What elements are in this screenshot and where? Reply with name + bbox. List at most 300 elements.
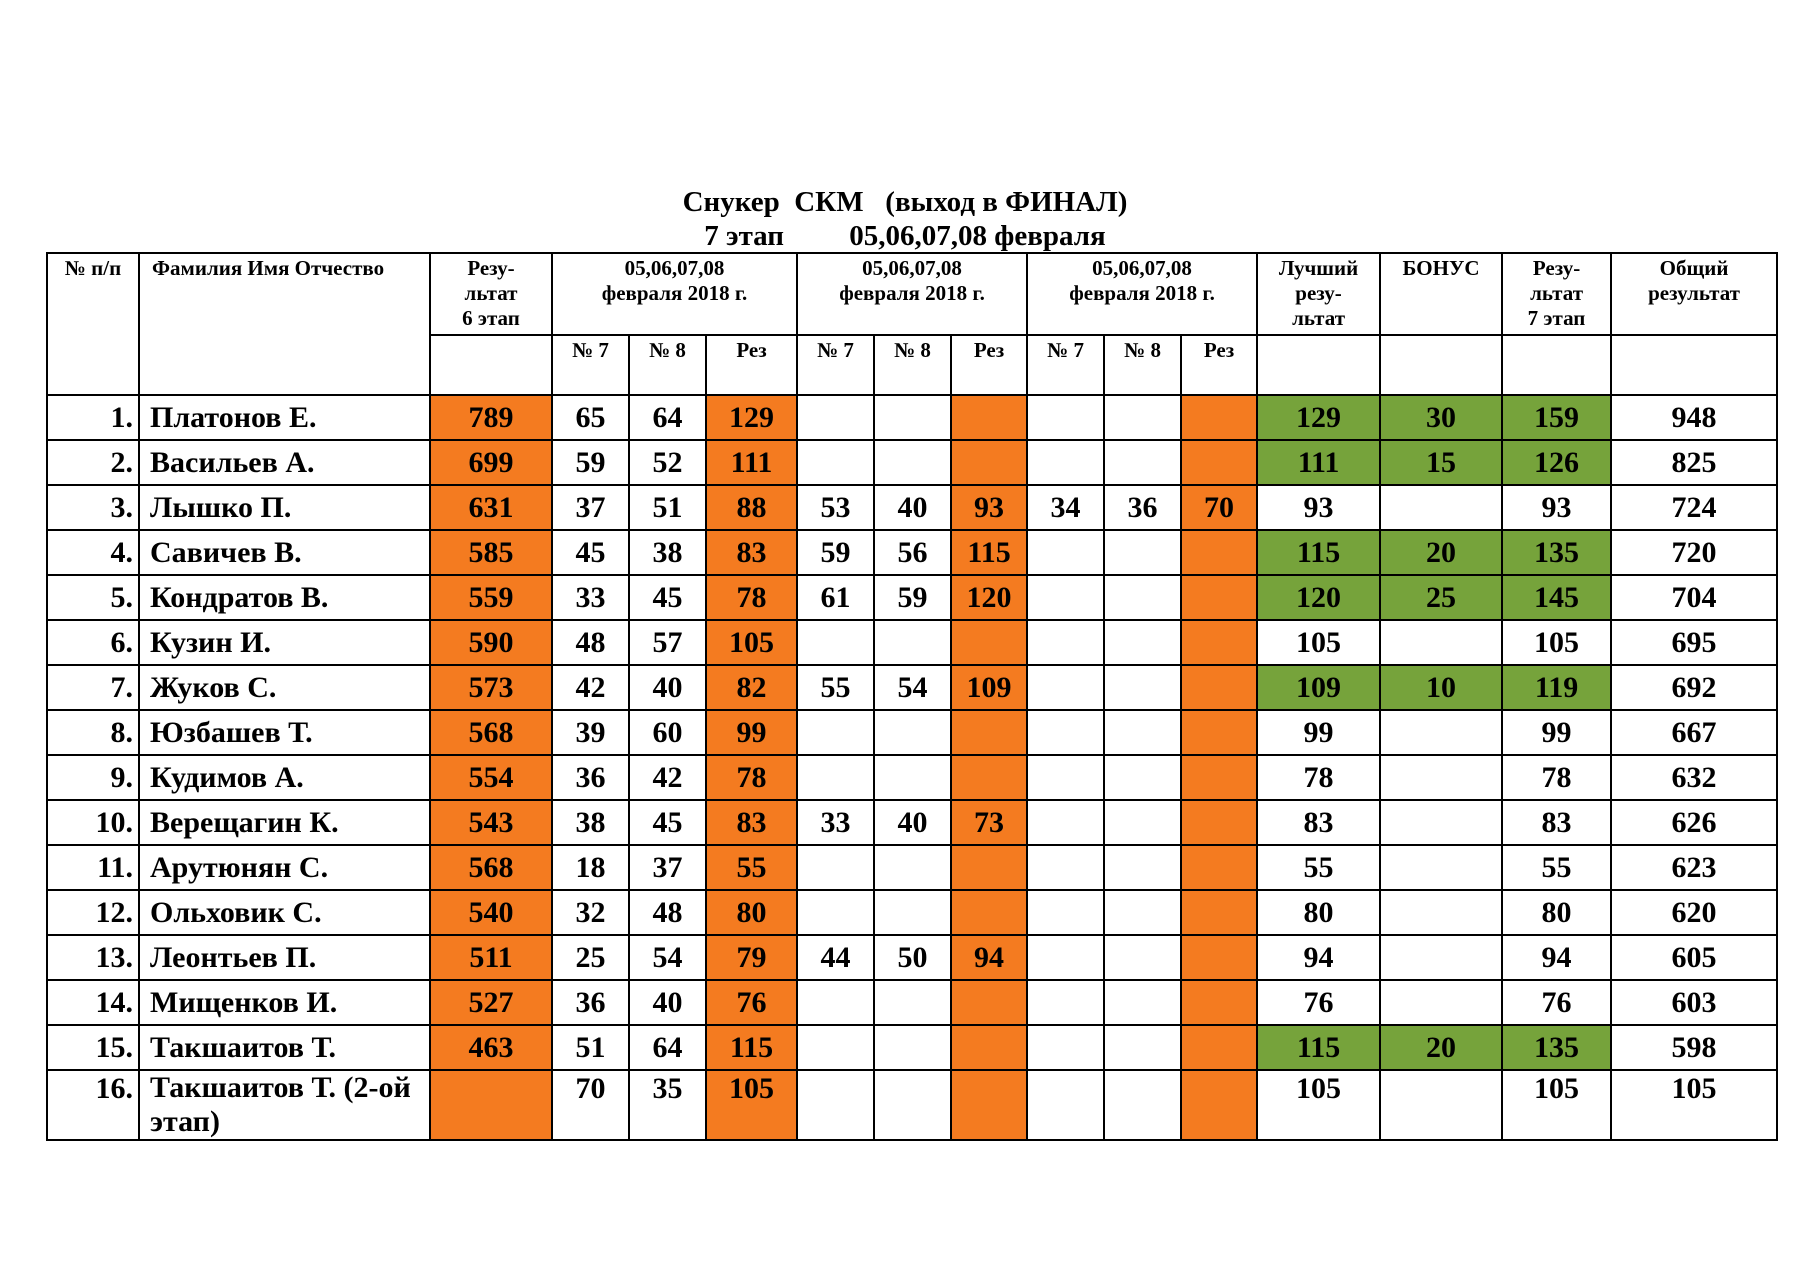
cell-res-b bbox=[951, 890, 1027, 935]
table-row bbox=[47, 1070, 1777, 1140]
cell-score-c8 bbox=[1104, 935, 1181, 980]
cell-score-a8: 42 bbox=[629, 755, 706, 800]
cell-score-a7: 45 bbox=[552, 530, 629, 575]
page-subtitle: 7 этап 05,06,07,08 февраля bbox=[704, 220, 1106, 252]
cell-best: 109 bbox=[1257, 665, 1380, 710]
cell-res-a: 115 bbox=[706, 1025, 797, 1070]
cell-total: 825 bbox=[1611, 440, 1777, 485]
cell-score-c8 bbox=[1104, 395, 1181, 440]
col-header-dates-2: 05,06,07,08 февраля 2018 г. bbox=[797, 253, 1027, 335]
table-row bbox=[47, 800, 1777, 845]
cell-num: 9. bbox=[47, 755, 139, 800]
cell-res6: 540 bbox=[430, 890, 552, 935]
cell-bonus bbox=[1380, 890, 1502, 935]
cell-score-c7 bbox=[1027, 395, 1104, 440]
cell-res-c bbox=[1181, 575, 1257, 620]
cell-name: Кондратов В. bbox=[139, 575, 430, 620]
cell-score-a8: 45 bbox=[629, 800, 706, 845]
cell-res-b bbox=[951, 845, 1027, 890]
sub-header-no8: № 8 bbox=[1104, 335, 1181, 395]
cell-score-c7 bbox=[1027, 1070, 1104, 1140]
cell-score-b8: 56 bbox=[874, 530, 951, 575]
cell-score-b7 bbox=[797, 710, 874, 755]
cell-res-a: 82 bbox=[706, 665, 797, 710]
cell-best: 78 bbox=[1257, 755, 1380, 800]
table-row bbox=[47, 935, 1777, 980]
cell-name: Кудимов А. bbox=[139, 755, 430, 800]
cell-score-c8 bbox=[1104, 755, 1181, 800]
cell-res7: 80 bbox=[1502, 890, 1611, 935]
cell-score-c7 bbox=[1027, 935, 1104, 980]
cell-name: Платонов Е. bbox=[139, 395, 430, 440]
cell-res-b bbox=[951, 440, 1027, 485]
cell-res-b bbox=[951, 1025, 1027, 1070]
cell-bonus bbox=[1380, 935, 1502, 980]
cell-score-a8: 37 bbox=[629, 845, 706, 890]
cell-score-a8: 64 bbox=[629, 395, 706, 440]
cell-score-c8 bbox=[1104, 845, 1181, 890]
cell-name: Юзбашев Т. bbox=[139, 710, 430, 755]
cell-num: 3. bbox=[47, 485, 139, 530]
cell-res7: 135 bbox=[1502, 1025, 1611, 1070]
cell-score-c8 bbox=[1104, 1025, 1181, 1070]
cell-score-b7 bbox=[797, 755, 874, 800]
cell-best: 55 bbox=[1257, 845, 1380, 890]
cell-res7: 94 bbox=[1502, 935, 1611, 980]
cell-best: 115 bbox=[1257, 530, 1380, 575]
cell-best: 111 bbox=[1257, 440, 1380, 485]
table-row bbox=[47, 980, 1777, 1025]
results-table bbox=[46, 252, 1778, 1141]
cell-res7: 119 bbox=[1502, 665, 1611, 710]
cell-res7: 105 bbox=[1502, 620, 1611, 665]
cell-bonus bbox=[1380, 620, 1502, 665]
cell-name: Верещагин К. bbox=[139, 800, 430, 845]
cell-res6: 559 bbox=[430, 575, 552, 620]
cell-res-b: 93 bbox=[951, 485, 1027, 530]
cell-score-b8 bbox=[874, 890, 951, 935]
cell-res7: 83 bbox=[1502, 800, 1611, 845]
cell-total: 605 bbox=[1611, 935, 1777, 980]
cell-res-a: 83 bbox=[706, 800, 797, 845]
cell-res7: 76 bbox=[1502, 980, 1611, 1025]
cell-score-a7: 51 bbox=[552, 1025, 629, 1070]
table-row bbox=[47, 845, 1777, 890]
cell-res-c bbox=[1181, 665, 1257, 710]
cell-res6: 789 bbox=[430, 395, 552, 440]
cell-res-a: 55 bbox=[706, 845, 797, 890]
cell-name: Леонтьев П. bbox=[139, 935, 430, 980]
cell-score-b7 bbox=[797, 620, 874, 665]
cell-res-c: 70 bbox=[1181, 485, 1257, 530]
cell-score-c8 bbox=[1104, 440, 1181, 485]
cell-num: 11. bbox=[47, 845, 139, 890]
cell-score-c8: 36 bbox=[1104, 485, 1181, 530]
cell-score-a8: 40 bbox=[629, 665, 706, 710]
cell-bonus bbox=[1380, 1070, 1502, 1140]
cell-best: 120 bbox=[1257, 575, 1380, 620]
cell-total: 105 bbox=[1611, 1070, 1777, 1140]
cell-best: 105 bbox=[1257, 620, 1380, 665]
cell-score-c8 bbox=[1104, 530, 1181, 575]
sub-header-res: Рез bbox=[1181, 335, 1257, 395]
cell-name: Мищенков И. bbox=[139, 980, 430, 1025]
sub-header-res: Рез bbox=[951, 335, 1027, 395]
cell-bonus: 15 bbox=[1380, 440, 1502, 485]
col-header-bonus: БОНУС bbox=[1380, 253, 1502, 335]
cell-bonus: 20 bbox=[1380, 1025, 1502, 1070]
cell-score-b8: 40 bbox=[874, 800, 951, 845]
cell-score-a8: 48 bbox=[629, 890, 706, 935]
cell-res-a: 78 bbox=[706, 575, 797, 620]
cell-res-c bbox=[1181, 845, 1257, 890]
cell-res-a: 129 bbox=[706, 395, 797, 440]
cell-res-c bbox=[1181, 800, 1257, 845]
cell-res-c bbox=[1181, 1025, 1257, 1070]
cell-best: 94 bbox=[1257, 935, 1380, 980]
cell-score-c8 bbox=[1104, 1070, 1181, 1140]
cell-name: Такшаитов Т. bbox=[139, 1025, 430, 1070]
cell-bonus bbox=[1380, 755, 1502, 800]
cell-name: Кузин И. bbox=[139, 620, 430, 665]
cell-score-a8: 38 bbox=[629, 530, 706, 575]
cell-res6: 631 bbox=[430, 485, 552, 530]
cell-bonus: 20 bbox=[1380, 530, 1502, 575]
cell-res7: 93 bbox=[1502, 485, 1611, 530]
cell-score-a8: 60 bbox=[629, 710, 706, 755]
cell-total: 620 bbox=[1611, 890, 1777, 935]
sub-header-empty bbox=[1611, 335, 1777, 395]
cell-score-a8: 64 bbox=[629, 1025, 706, 1070]
cell-score-c8 bbox=[1104, 980, 1181, 1025]
cell-res-a: 79 bbox=[706, 935, 797, 980]
cell-score-a7: 39 bbox=[552, 710, 629, 755]
cell-res-c bbox=[1181, 980, 1257, 1025]
cell-score-b8 bbox=[874, 395, 951, 440]
cell-score-c7 bbox=[1027, 980, 1104, 1025]
cell-score-c7 bbox=[1027, 440, 1104, 485]
cell-res7: 159 bbox=[1502, 395, 1611, 440]
cell-score-c7 bbox=[1027, 845, 1104, 890]
table-row bbox=[47, 620, 1777, 665]
cell-score-b7 bbox=[797, 440, 874, 485]
cell-score-c7 bbox=[1027, 800, 1104, 845]
cell-res6: 590 bbox=[430, 620, 552, 665]
sub-header-no8: № 8 bbox=[874, 335, 951, 395]
cell-res6: 585 bbox=[430, 530, 552, 575]
cell-total: 948 bbox=[1611, 395, 1777, 440]
cell-score-b8 bbox=[874, 845, 951, 890]
cell-score-a7: 32 bbox=[552, 890, 629, 935]
cell-res-a: 105 bbox=[706, 620, 797, 665]
cell-res-c bbox=[1181, 440, 1257, 485]
cell-res7: 55 bbox=[1502, 845, 1611, 890]
cell-num: 10. bbox=[47, 800, 139, 845]
cell-res7: 145 bbox=[1502, 575, 1611, 620]
cell-res-b bbox=[951, 980, 1027, 1025]
cell-best: 105 bbox=[1257, 1070, 1380, 1140]
cell-res-c bbox=[1181, 530, 1257, 575]
cell-score-c8 bbox=[1104, 665, 1181, 710]
cell-score-b8: 54 bbox=[874, 665, 951, 710]
cell-res7: 99 bbox=[1502, 710, 1611, 755]
cell-bonus: 30 bbox=[1380, 395, 1502, 440]
cell-total: 632 bbox=[1611, 755, 1777, 800]
cell-res-c bbox=[1181, 395, 1257, 440]
cell-score-c7 bbox=[1027, 575, 1104, 620]
cell-total: 603 bbox=[1611, 980, 1777, 1025]
cell-score-b7 bbox=[797, 395, 874, 440]
cell-res6: 568 bbox=[430, 845, 552, 890]
table-row bbox=[47, 395, 1777, 440]
col-header-dates-1: 05,06,07,08 февраля 2018 г. bbox=[552, 253, 797, 335]
cell-best: 129 bbox=[1257, 395, 1380, 440]
cell-num: 4. bbox=[47, 530, 139, 575]
cell-res-c bbox=[1181, 890, 1257, 935]
cell-score-b8 bbox=[874, 980, 951, 1025]
cell-res-b: 109 bbox=[951, 665, 1027, 710]
table-row bbox=[47, 665, 1777, 710]
cell-score-b8 bbox=[874, 440, 951, 485]
cell-score-c7 bbox=[1027, 530, 1104, 575]
cell-score-a7: 36 bbox=[552, 980, 629, 1025]
cell-num: 7. bbox=[47, 665, 139, 710]
page-title: Снукер СКМ (выход в ФИНАЛ) bbox=[682, 186, 1128, 218]
cell-res-c bbox=[1181, 935, 1257, 980]
table-row bbox=[47, 440, 1777, 485]
cell-name: Лышко П. bbox=[139, 485, 430, 530]
cell-score-a7: 38 bbox=[552, 800, 629, 845]
cell-score-b7: 44 bbox=[797, 935, 874, 980]
cell-res6: 463 bbox=[430, 1025, 552, 1070]
cell-score-b7 bbox=[797, 1025, 874, 1070]
cell-total: 667 bbox=[1611, 710, 1777, 755]
cell-score-c7 bbox=[1027, 755, 1104, 800]
cell-score-a7: 70 bbox=[552, 1070, 629, 1140]
sub-header-no7: № 7 bbox=[1027, 335, 1104, 395]
cell-res6 bbox=[430, 1070, 552, 1140]
cell-total: 692 bbox=[1611, 665, 1777, 710]
cell-bonus: 25 bbox=[1380, 575, 1502, 620]
cell-res-a: 76 bbox=[706, 980, 797, 1025]
sub-header-no7: № 7 bbox=[552, 335, 629, 395]
cell-score-c7 bbox=[1027, 710, 1104, 755]
cell-score-a8: 52 bbox=[629, 440, 706, 485]
cell-score-a7: 36 bbox=[552, 755, 629, 800]
cell-score-a8: 54 bbox=[629, 935, 706, 980]
cell-res-b: 120 bbox=[951, 575, 1027, 620]
cell-score-a7: 33 bbox=[552, 575, 629, 620]
cell-bonus: 10 bbox=[1380, 665, 1502, 710]
cell-score-b8 bbox=[874, 1070, 951, 1140]
cell-res-c bbox=[1181, 755, 1257, 800]
cell-res7: 78 bbox=[1502, 755, 1611, 800]
cell-num: 2. bbox=[47, 440, 139, 485]
cell-best: 83 bbox=[1257, 800, 1380, 845]
cell-score-c7: 34 bbox=[1027, 485, 1104, 530]
cell-bonus bbox=[1380, 980, 1502, 1025]
table-row bbox=[47, 755, 1777, 800]
col-header-dates-3: 05,06,07,08 февраля 2018 г. bbox=[1027, 253, 1257, 335]
cell-score-b7 bbox=[797, 890, 874, 935]
cell-num: 14. bbox=[47, 980, 139, 1025]
cell-score-b8: 59 bbox=[874, 575, 951, 620]
cell-score-a8: 51 bbox=[629, 485, 706, 530]
sub-header-empty bbox=[1380, 335, 1502, 395]
cell-res-b: 94 bbox=[951, 935, 1027, 980]
cell-score-b8 bbox=[874, 1025, 951, 1070]
cell-res7: 135 bbox=[1502, 530, 1611, 575]
cell-total: 626 bbox=[1611, 800, 1777, 845]
cell-score-a7: 59 bbox=[552, 440, 629, 485]
cell-score-c8 bbox=[1104, 800, 1181, 845]
cell-score-a8: 45 bbox=[629, 575, 706, 620]
cell-bonus bbox=[1380, 710, 1502, 755]
sub-header-no8: № 8 bbox=[629, 335, 706, 395]
cell-res-c bbox=[1181, 710, 1257, 755]
cell-res-b bbox=[951, 395, 1027, 440]
cell-score-b7: 61 bbox=[797, 575, 874, 620]
cell-name: Ольховик С. bbox=[139, 890, 430, 935]
cell-res-b: 115 bbox=[951, 530, 1027, 575]
cell-bonus bbox=[1380, 800, 1502, 845]
cell-res6: 554 bbox=[430, 755, 552, 800]
cell-res-b bbox=[951, 755, 1027, 800]
cell-total: 598 bbox=[1611, 1025, 1777, 1070]
col-header-total: Общий результат bbox=[1611, 253, 1777, 335]
cell-total: 695 bbox=[1611, 620, 1777, 665]
cell-score-a7: 18 bbox=[552, 845, 629, 890]
col-header-best: Лучший резу- льтат bbox=[1257, 253, 1380, 335]
cell-score-c8 bbox=[1104, 620, 1181, 665]
cell-res7: 126 bbox=[1502, 440, 1611, 485]
cell-num: 12. bbox=[47, 890, 139, 935]
cell-best: 93 bbox=[1257, 485, 1380, 530]
sub-header-empty bbox=[1257, 335, 1380, 395]
col-header-res6: Резу- льтат 6 этап bbox=[430, 253, 552, 335]
table-row bbox=[47, 890, 1777, 935]
cell-res6: 699 bbox=[430, 440, 552, 485]
cell-score-c7 bbox=[1027, 1025, 1104, 1070]
cell-res-a: 83 bbox=[706, 530, 797, 575]
cell-score-c8 bbox=[1104, 890, 1181, 935]
cell-name: Такшаитов Т. (2-ой этап) bbox=[139, 1070, 430, 1140]
cell-name: Васильев А. bbox=[139, 440, 430, 485]
cell-score-a7: 25 bbox=[552, 935, 629, 980]
cell-name: Арутюнян С. bbox=[139, 845, 430, 890]
cell-best: 80 bbox=[1257, 890, 1380, 935]
cell-res-b bbox=[951, 620, 1027, 665]
cell-score-b7: 59 bbox=[797, 530, 874, 575]
cell-best: 99 bbox=[1257, 710, 1380, 755]
cell-res-a: 80 bbox=[706, 890, 797, 935]
cell-res-b bbox=[951, 1070, 1027, 1140]
cell-num: 1. bbox=[47, 395, 139, 440]
table-row bbox=[47, 575, 1777, 620]
cell-res-a: 111 bbox=[706, 440, 797, 485]
cell-res6: 511 bbox=[430, 935, 552, 980]
cell-num: 13. bbox=[47, 935, 139, 980]
cell-res6: 527 bbox=[430, 980, 552, 1025]
cell-res-c bbox=[1181, 620, 1257, 665]
cell-score-a8: 40 bbox=[629, 980, 706, 1025]
cell-best: 76 bbox=[1257, 980, 1380, 1025]
cell-res-a: 99 bbox=[706, 710, 797, 755]
cell-score-c8 bbox=[1104, 710, 1181, 755]
cell-score-c7 bbox=[1027, 620, 1104, 665]
cell-score-b7 bbox=[797, 1070, 874, 1140]
cell-res-b bbox=[951, 710, 1027, 755]
cell-score-c7 bbox=[1027, 665, 1104, 710]
cell-score-a7: 37 bbox=[552, 485, 629, 530]
cell-score-b7: 53 bbox=[797, 485, 874, 530]
cell-score-b7: 33 bbox=[797, 800, 874, 845]
cell-res7: 105 bbox=[1502, 1070, 1611, 1140]
cell-score-b7 bbox=[797, 980, 874, 1025]
cell-name: Жуков С. bbox=[139, 665, 430, 710]
cell-res6: 573 bbox=[430, 665, 552, 710]
cell-num: 6. bbox=[47, 620, 139, 665]
cell-score-b8: 40 bbox=[874, 485, 951, 530]
cell-best: 115 bbox=[1257, 1025, 1380, 1070]
cell-score-b7 bbox=[797, 845, 874, 890]
sub-header-no7: № 7 bbox=[797, 335, 874, 395]
col-header-name: Фамилия Имя Отчество bbox=[139, 253, 430, 395]
cell-score-a7: 65 bbox=[552, 395, 629, 440]
col-header-res7: Резу- льтат 7 этап bbox=[1502, 253, 1611, 335]
cell-num: 15. bbox=[47, 1025, 139, 1070]
sub-header-empty bbox=[1502, 335, 1611, 395]
cell-num: 5. bbox=[47, 575, 139, 620]
cell-res6: 568 bbox=[430, 710, 552, 755]
cell-score-b7: 55 bbox=[797, 665, 874, 710]
cell-total: 724 bbox=[1611, 485, 1777, 530]
cell-num: 8. bbox=[47, 710, 139, 755]
sub-header-res: Рез bbox=[706, 335, 797, 395]
cell-bonus bbox=[1380, 845, 1502, 890]
cell-score-b8 bbox=[874, 755, 951, 800]
cell-score-c8 bbox=[1104, 575, 1181, 620]
cell-score-a7: 48 bbox=[552, 620, 629, 665]
cell-res-a: 88 bbox=[706, 485, 797, 530]
cell-score-b8: 50 bbox=[874, 935, 951, 980]
results-body bbox=[47, 395, 1777, 1140]
cell-score-a8: 57 bbox=[629, 620, 706, 665]
cell-total: 704 bbox=[1611, 575, 1777, 620]
cell-score-c7 bbox=[1027, 890, 1104, 935]
table-row bbox=[47, 530, 1777, 575]
cell-res-a: 105 bbox=[706, 1070, 797, 1140]
cell-res-c bbox=[1181, 1070, 1257, 1140]
cell-num: 16. bbox=[47, 1070, 139, 1140]
cell-score-a8: 35 bbox=[629, 1070, 706, 1140]
cell-score-b8 bbox=[874, 620, 951, 665]
table-row bbox=[47, 710, 1777, 755]
cell-total: 623 bbox=[1611, 845, 1777, 890]
table-row bbox=[47, 1025, 1777, 1070]
col-header-num: № п/п bbox=[47, 253, 139, 395]
cell-score-a7: 42 bbox=[552, 665, 629, 710]
table-row bbox=[47, 485, 1777, 530]
cell-total: 720 bbox=[1611, 530, 1777, 575]
cell-name: Савичев В. bbox=[139, 530, 430, 575]
cell-res6: 543 bbox=[430, 800, 552, 845]
cell-bonus bbox=[1380, 485, 1502, 530]
cell-res-a: 78 bbox=[706, 755, 797, 800]
cell-res-b: 73 bbox=[951, 800, 1027, 845]
cell-score-b8 bbox=[874, 710, 951, 755]
sub-header-empty bbox=[430, 335, 552, 395]
